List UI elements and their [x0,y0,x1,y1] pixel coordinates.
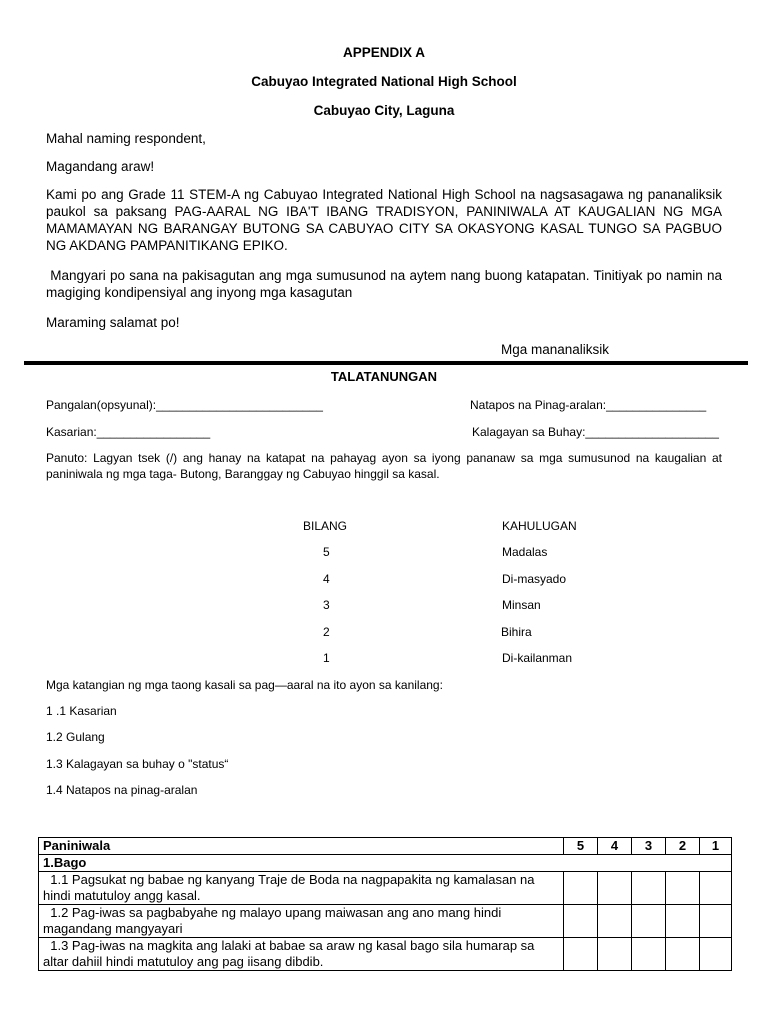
request-paragraph: Mangyari po sana na pakisagutan ang mga sumusunod na aytem nang buong katapatan. Tinitiyak po namin na magiging kondipensiyal ang inyong mga kasagutan [46,268,726,300]
belief-statement: 1.3 Pag-iwas na magkita ang lalaki at babae sa araw ng kasal bago sila humarap sa altar dahiil hindi matutuloy ang pag iisang dibdib. [39,938,564,971]
characteristic-item: 1 .1 Kasarian [46,704,117,718]
school-city: Cabuyao City, Laguna [313,103,455,118]
rating-cell[interactable] [700,938,732,971]
scale-number: 3 [323,598,330,612]
scale-meaning: Bihira [501,625,532,639]
table-header-row [39,838,732,855]
survey-title: TALATANUNGAN [330,369,438,384]
section-label: 1.Bago [39,855,732,872]
scale-number: 5 [323,545,330,559]
scale-number: 4 [323,572,330,586]
thanks: Maraming salamat po! [46,315,180,330]
rating-cell[interactable] [598,872,632,905]
sex-field: Kasarian:_________________ [46,425,211,439]
scale-number-header: BILANG [303,519,348,533]
characteristics-intro: Mga katangian ng mga taong kasali sa pag—aaral na ito ayon sa kanilang: [46,678,443,692]
scale-meaning: Madalas [502,545,548,559]
belief-statement: 1.1 Pagsukat ng babae ng kanyang Traje de Boda na nagpapakita ng kamalasan na hindi matutuloy angg kasal. [39,872,564,905]
scale-number: 1 [323,651,330,665]
beliefs-table [38,837,732,971]
characteristic-item: 1.4 Natapos na pinag-aralan [46,783,198,797]
appendix-title: APPENDIX A [342,45,425,60]
table-row [39,938,732,971]
table-row [39,905,732,938]
education-field: Natapos na Pinag-aralan:_______________ [470,398,707,412]
rating-cell[interactable] [632,872,666,905]
table-header: Paniniwala [39,838,564,855]
belief-statement: 1.2 Pag-iwas sa pagbabyahe ng malayo upang maiwasan ang ano mang hindi magandang mangyayari [39,905,564,938]
instructions: Panuto: Lagyan tsek (/) ang hanay na katapat na pahayag ayon sa iyong pananaw sa mga sumusunod na kaugalian at paniniwala ng mga taga- Butong, Baranggay ng Cabuyao hinggil sa kasal. [46,451,722,481]
signature: Mga mananaliksik [501,342,610,357]
rating-cell[interactable] [666,905,700,938]
divider [24,361,748,365]
greeting: Magandang araw! [46,159,155,174]
column-header: 4 [598,838,632,855]
rating-cell[interactable] [598,905,632,938]
scale-meaning: Di-kailanman [502,651,573,665]
rating-cell[interactable] [564,872,598,905]
rating-cell[interactable] [598,938,632,971]
rating-cell[interactable] [666,872,700,905]
column-header: 2 [666,838,700,855]
table-row [39,872,732,905]
rating-cell[interactable] [666,938,700,971]
rating-cell[interactable] [564,905,598,938]
rating-cell[interactable] [700,905,732,938]
rating-cell[interactable] [632,938,666,971]
characteristic-item: 1.2 Gulang [46,730,105,744]
school-name: Cabuyao Integrated National High School [251,74,517,89]
characteristic-item: 1.3 Kalagayan sa buhay o "status“ [46,757,229,771]
section-row [39,855,732,872]
column-header: 3 [632,838,666,855]
rating-cell[interactable] [632,905,666,938]
scale-meaning: Di-masyado [502,572,567,586]
scale-meaning-header: KAHULUGAN [502,519,577,533]
scale-number: 2 [323,625,330,639]
name-field: Pangalan(opsyunal):_________________________ [46,398,323,412]
rating-cell[interactable] [564,938,598,971]
salutation: Mahal naming respondent, [46,131,206,146]
column-header: 5 [564,838,598,855]
intro-paragraph: Kami po ang Grade 11 STEM-A ng Cabuyao Integrated National High School na nagsasagawa ng pananaliksik paukol sa paksang PAG-AARAL NG IBA'T IBANG TRADISYON, PANINIWALA AT KAUGALIAN NG MGA MAMAMAYAN NG BARANGAY BUTONG SA CABUYAO CITY SA OKASYONG KASAL TUNGO SA PAGBUO NG AKDANG PAMPANITIKANG EPIKO. [46,187,722,253]
rating-cell[interactable] [700,872,732,905]
scale-meaning: Minsan [502,598,541,612]
column-header: 1 [700,838,732,855]
status-field: Kalagayan sa Buhay:____________________ [472,425,719,439]
